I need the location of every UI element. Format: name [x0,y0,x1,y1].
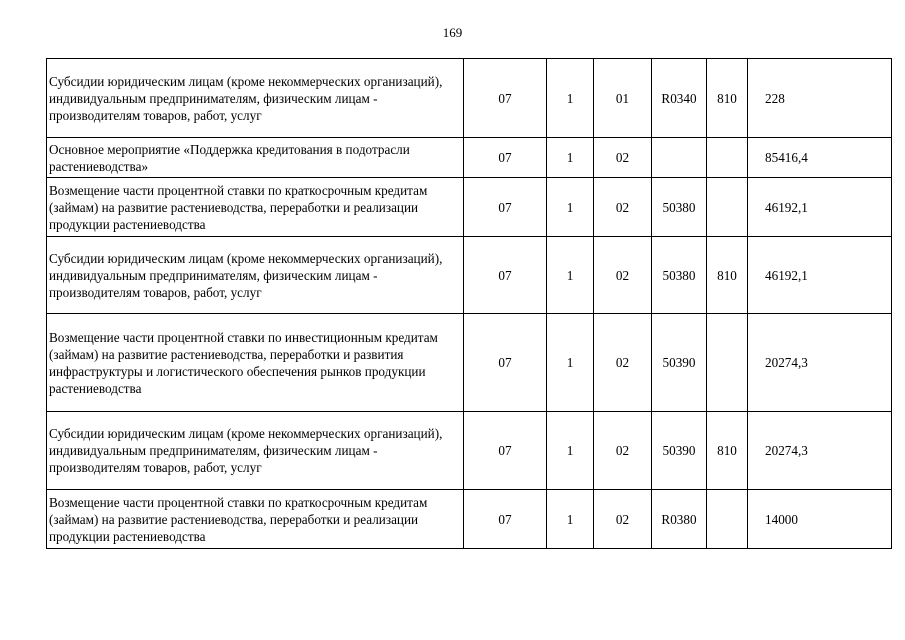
subsection-cell: 1 [547,412,594,490]
section-cell: 07 [464,314,547,412]
main-event-cell: 02 [594,490,652,549]
target-code-cell: 50390 [652,412,707,490]
row-name-cell: Возмещение части процентной ставки по краткосрочным кредитам (займам) на развитие растениеводства, переработки и реализации продукции растениеводства [47,178,464,237]
row-name-cell: Возмещение части процентной ставки по краткосрочным кредитам (займам) на развитие растениеводства, переработки и реализации продукции растениеводства [47,490,464,549]
main-event-cell: 02 [594,237,652,314]
expense-type-cell: 810 [707,412,748,490]
table-row [47,178,892,237]
amount-cell: 228 [748,59,892,138]
table-row [47,412,892,490]
subsection-cell: 1 [547,59,594,138]
subsection-cell: 1 [547,490,594,549]
row-name-cell: Возмещение части процентной ставки по инвестиционным кредитам (займам) на развитие растениеводства, переработки и развития инфраструктуры и логистического обеспечения рынков продукции растениеводства [47,314,464,412]
amount-cell: 20274,3 [748,412,892,490]
subsection-cell: 1 [547,178,594,237]
budget-table [46,58,892,549]
section-cell: 07 [464,412,547,490]
subsection-cell: 1 [547,314,594,412]
row-name-cell: Основное мероприятие «Поддержка кредитования в подотрасли растениеводства» [47,138,464,178]
target-code-cell: 50380 [652,178,707,237]
amount-cell: 46192,1 [748,178,892,237]
row-name-cell: Субсидии юридическим лицам (кроме некоммерческих организаций), индивидуальным предпринимателям, физическим лицам - производителям товаров, работ, услуг [47,237,464,314]
expense-type-cell [707,490,748,549]
amount-cell: 85416,4 [748,138,892,178]
subsection-cell: 1 [547,138,594,178]
section-cell: 07 [464,138,547,178]
target-code-cell: 50390 [652,314,707,412]
main-event-cell: 02 [594,314,652,412]
table-row [47,138,892,178]
target-code-cell: R0380 [652,490,707,549]
target-code-cell: 50380 [652,237,707,314]
expense-type-cell [707,314,748,412]
table-row [47,59,892,138]
expense-type-cell: 810 [707,237,748,314]
amount-cell: 14000 [748,490,892,549]
main-event-cell: 02 [594,412,652,490]
section-cell: 07 [464,490,547,549]
section-cell: 07 [464,59,547,138]
row-name-cell: Субсидии юридическим лицам (кроме некоммерческих организаций), индивидуальным предпринимателям, физическим лицам - производителям товаров, работ, услуг [47,59,464,138]
expense-type-cell [707,178,748,237]
expense-type-cell [707,138,748,178]
amount-cell: 20274,3 [748,314,892,412]
table-row [47,237,892,314]
main-event-cell: 02 [594,138,652,178]
section-cell: 07 [464,237,547,314]
table-row [47,314,892,412]
row-name-cell: Субсидии юридическим лицам (кроме некоммерческих организаций), индивидуальным предпринимателям, физическим лицам - производителям товаров, работ, услуг [47,412,464,490]
amount-cell: 46192,1 [748,237,892,314]
target-code-cell: R0340 [652,59,707,138]
page-number: 169 [442,25,463,40]
table-row [47,490,892,549]
main-event-cell: 01 [594,59,652,138]
expense-type-cell: 810 [707,59,748,138]
subsection-cell: 1 [547,237,594,314]
main-event-cell: 02 [594,178,652,237]
section-cell: 07 [464,178,547,237]
target-code-cell [652,138,707,178]
